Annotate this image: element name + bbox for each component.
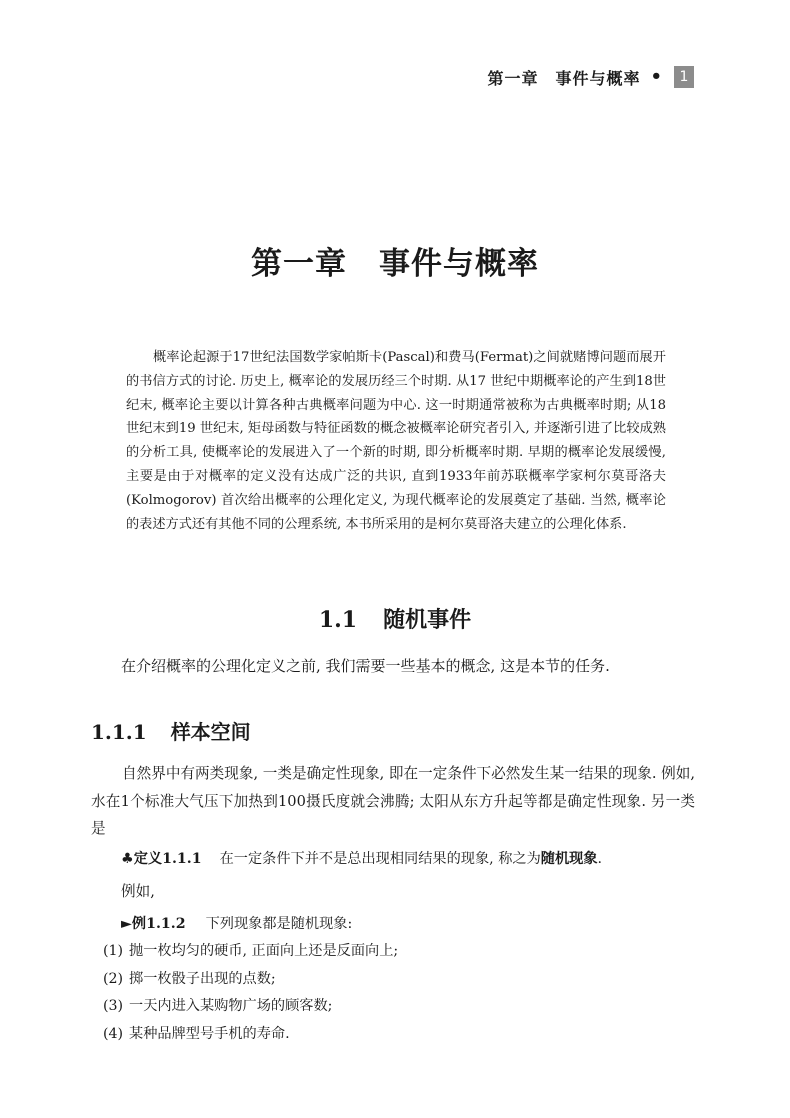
list-text: 某种品牌型号手机的寿命. bbox=[129, 1025, 290, 1042]
list-item bbox=[103, 966, 398, 994]
definition-block bbox=[121, 848, 602, 868]
list-text: 掷一枚骰子出现的点数; bbox=[129, 970, 276, 987]
chapter-number: 第一章 bbox=[251, 246, 347, 282]
club-icon: ♣ bbox=[121, 851, 134, 867]
example-list bbox=[103, 938, 398, 1048]
section-number: 1.1 bbox=[318, 607, 358, 633]
example-block bbox=[121, 913, 352, 933]
list-text: 一天内进入某购物广场的顾客数; bbox=[129, 998, 333, 1015]
triangle-pointer-icon: ► bbox=[121, 916, 132, 932]
section-title bbox=[0, 603, 790, 634]
definition-term: 随机现象 bbox=[540, 851, 598, 867]
page-number: 1 bbox=[674, 66, 694, 88]
section-name: 随机事件 bbox=[383, 608, 472, 633]
list-index: (1) bbox=[103, 943, 124, 959]
example-number: 例1.1.2 bbox=[131, 916, 186, 932]
example-label bbox=[121, 916, 186, 932]
list-item bbox=[103, 993, 398, 1021]
list-index: (4) bbox=[103, 1025, 124, 1042]
running-header-title: 第一章 事件与概率 bbox=[487, 68, 641, 88]
list-index: (3) bbox=[103, 998, 124, 1015]
example-text: 下列现象都是随机现象: bbox=[205, 916, 353, 932]
subsection-title bbox=[91, 716, 251, 745]
chapter-intro: 概率论起源于17世纪法国数学家帕斯卡(Pascal)和费马(Fermat)之间就赌博问题而展开的书信方式的讨论. 历史上, 概率论的发展历经三个时期. 从17 世纪中期概率论的产生到18世纪末, 概率论主要以计算各种古典概率问题为中心. 这一时期通常被称为古典概率时期; 从18 世纪末到19 世纪末, 矩母函数与特征函数的概念被概率论研究者引入, 并逐渐引进了比较成熟的分析工具, 使概率论的发展进入了一个新的时期, 即分析概率时期. 早期的概率论发展缓慢, 主要是由于对概率的定义没有达成广泛的共识, 直到1933年前苏联概率学家柯尔莫哥洛夫(Kolmogorov) 首次给出概率的公理化定义, 为现代概率论的发展奠定了基础. 当然, 概率论的表述方式还有其他不同的公理系统, 本书所采用的是柯尔莫哥洛夫建立的公理化体系. bbox=[126, 350, 666, 532]
definition-number: 定义1.1.1 bbox=[133, 851, 202, 867]
list-item bbox=[103, 1021, 398, 1049]
definition-text: 在一定条件下并不是总出现相同结果的现象, 称之为 bbox=[219, 851, 541, 867]
definition-end: . bbox=[597, 851, 603, 867]
chapter-name: 事件与概率 bbox=[379, 246, 539, 282]
list-item bbox=[103, 938, 398, 966]
example-lead: 例如, bbox=[121, 883, 155, 900]
bullet-dot: • bbox=[650, 66, 662, 87]
list-index: (2) bbox=[103, 970, 124, 987]
subsection-name: 样本空间 bbox=[170, 720, 251, 744]
definition-label bbox=[121, 851, 202, 867]
running-header bbox=[0, 64, 694, 90]
section-lead: 在介绍概率的公理化定义之前, 我们需要一些基本的概念, 这是本节的任务. bbox=[121, 657, 610, 675]
list-text: 抛一枚均匀的硬币, 正面向上还是反面向上; bbox=[129, 943, 399, 959]
chapter-title bbox=[0, 238, 790, 283]
body-paragraph: 自然界中有两类现象, 一类是确定性现象, 即在一定条件下必然发生某一结果的现象. 例如, 水在1个标准大气压下加热到100摄氏度就会沸腾; 太阳从东方升起等都是确定性现象. 另一类是 bbox=[91, 765, 695, 837]
subsection-number: 1.1.1 bbox=[91, 720, 147, 744]
